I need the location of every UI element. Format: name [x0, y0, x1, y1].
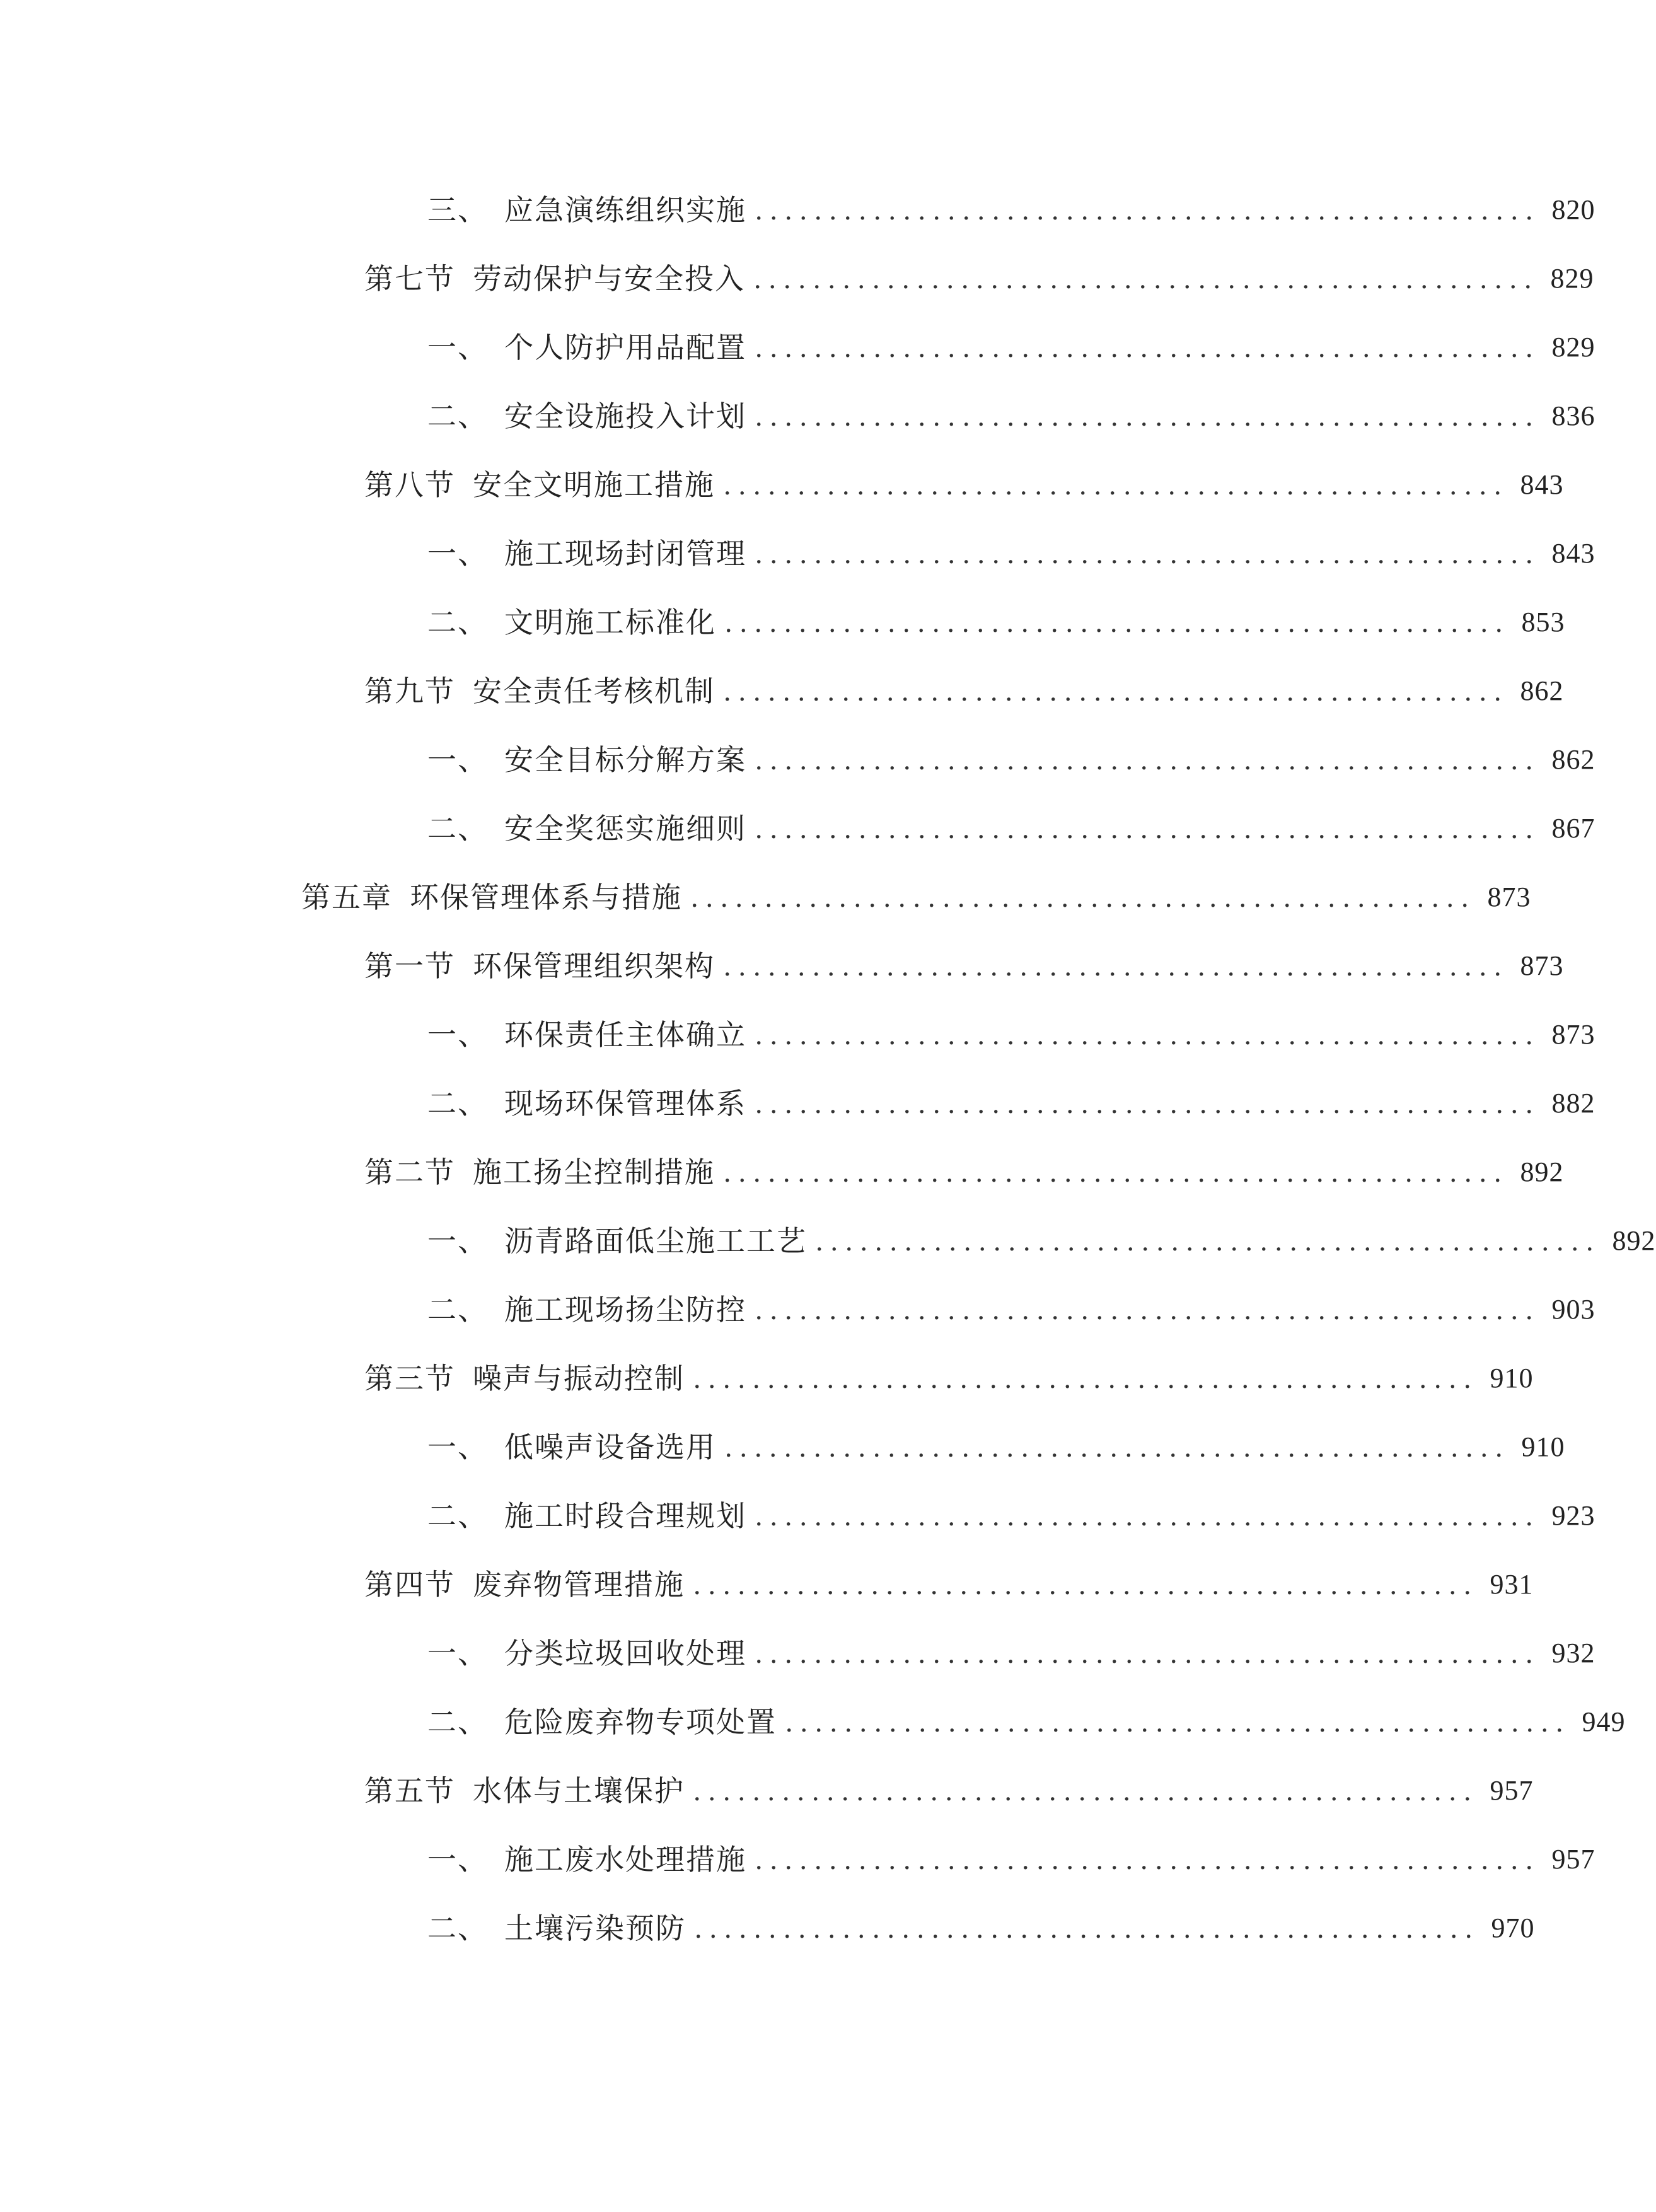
toc-entry-number: 二、	[427, 605, 488, 639]
toc-entry[interactable]	[364, 934, 1564, 998]
toc-entry-title: 施工现场封闭管理	[504, 537, 746, 571]
toc-entry-page: 882	[1551, 1088, 1595, 1119]
toc-entry-title: 安全责任考核机制	[473, 674, 715, 708]
toc-entry-number: 二、	[427, 812, 488, 846]
toc-entry-page: 932	[1551, 1638, 1595, 1668]
dot-leader: .....................................................	[693, 1568, 1479, 1600]
toc-entry[interactable]	[427, 591, 1565, 654]
toc-entry[interactable]	[427, 1416, 1565, 1479]
toc-entry-page: 862	[1520, 675, 1564, 706]
toc-entry-page: 931	[1490, 1569, 1534, 1600]
toc-entry-number: 第八节	[364, 468, 455, 502]
dot-leader: .....................................................	[755, 1293, 1541, 1325]
toc-entry-title: 安全奖惩实施细则	[504, 812, 746, 846]
toc-entry-page: 910	[1521, 1431, 1565, 1462]
dot-leader: .....................................................	[754, 262, 1539, 294]
toc-entry-title: 施工时段合理规划	[504, 1499, 746, 1533]
toc-entry-title: 水体与土壤保护	[473, 1774, 685, 1808]
toc-entry-page: 957	[1551, 1844, 1595, 1875]
toc-entry-number: 第三节	[364, 1361, 455, 1395]
toc-entry[interactable]	[427, 1897, 1535, 1960]
dot-leader: .....................................................	[755, 1499, 1541, 1532]
toc-entry[interactable]	[364, 247, 1594, 310]
toc-entry[interactable]	[427, 1622, 1595, 1685]
toc-entry-number: 一、	[427, 1842, 488, 1877]
dot-leader: .....................................................	[755, 743, 1541, 776]
toc-entry-title: 分类垃圾回收处理	[504, 1636, 746, 1670]
toc-entry-title: 废弃物管理措施	[473, 1568, 685, 1602]
toc-entry-number: 二、	[427, 399, 488, 433]
toc-entry[interactable]	[364, 1141, 1564, 1204]
toc-entry-page: 829	[1551, 332, 1595, 363]
dot-leader: .....................................................	[755, 812, 1541, 844]
dot-leader: .....................................................	[755, 1843, 1541, 1875]
toc-entry-title: 噪声与振动控制	[473, 1361, 685, 1395]
toc-entry-number: 二、	[427, 1499, 488, 1533]
dot-leader: .....................................................	[693, 1362, 1479, 1394]
toc-entry-title: 安全设施投入计划	[504, 399, 746, 433]
toc-entry-page: 873	[1487, 882, 1531, 912]
dot-leader: .....................................................	[725, 1431, 1510, 1463]
toc-entry-number: 第一节	[364, 949, 455, 983]
toc-entry[interactable]	[364, 660, 1564, 723]
toc-entry-title: 文明施工标准化	[504, 605, 716, 639]
dot-leader: .....................................................	[724, 950, 1509, 982]
toc-entry-page: 873	[1520, 950, 1564, 981]
toc-entry-page: 843	[1520, 469, 1564, 500]
toc-entry-number: 第九节	[364, 674, 455, 708]
dot-leader: .....................................................	[755, 1018, 1541, 1051]
toc-entry-number: 二、	[427, 1911, 488, 1945]
toc-entry-title: 应急演练组织实施	[504, 193, 746, 227]
toc-entry[interactable]	[427, 1278, 1595, 1341]
toc-entry-page: 829	[1550, 263, 1594, 294]
toc-entry[interactable]	[427, 1003, 1595, 1066]
toc-entry-number: 一、	[427, 1636, 488, 1670]
toc-entry-page: 892	[1612, 1225, 1656, 1256]
toc-entry[interactable]	[427, 728, 1595, 791]
dot-leader: .....................................................	[695, 1912, 1480, 1944]
toc-entry-title: 沥青路面低尘施工工艺	[504, 1224, 807, 1258]
toc-entry[interactable]	[364, 1759, 1534, 1822]
toc-entry[interactable]	[427, 316, 1595, 379]
dot-leader: .....................................................	[755, 400, 1541, 432]
toc-entry[interactable]	[427, 522, 1595, 585]
toc-entry[interactable]	[427, 178, 1595, 242]
toc-entry-number: 一、	[427, 330, 488, 364]
toc-entry-title: 危险废弃物专项处置	[504, 1705, 777, 1739]
toc-entry-title: 安全文明施工措施	[473, 468, 715, 502]
dot-leader: .....................................................	[725, 606, 1510, 638]
toc-entry-page: 820	[1551, 194, 1595, 225]
toc-entry[interactable]	[364, 453, 1564, 516]
toc-entry-number: 一、	[427, 1430, 488, 1464]
dot-leader: .....................................................	[691, 881, 1476, 913]
toc-entry-number: 二、	[427, 1293, 488, 1327]
dot-leader: .....................................................	[724, 469, 1509, 501]
dot-leader: .....................................................	[785, 1706, 1571, 1738]
dot-leader: .....................................................	[755, 194, 1541, 226]
toc-entry-number: 一、	[427, 743, 488, 777]
toc-entry-title: 施工扬尘控制措施	[473, 1155, 715, 1189]
toc-entry-number: 第七节	[364, 262, 455, 296]
toc-entry-title: 土壤污染预防	[504, 1911, 686, 1945]
toc-entry-number: 三、	[427, 193, 488, 227]
toc-entry-title: 施工现场扬尘防控	[504, 1293, 746, 1327]
toc-entry[interactable]	[427, 1828, 1595, 1891]
toc-entry-number: 第四节	[364, 1568, 455, 1602]
toc-entry-page: 957	[1490, 1775, 1534, 1806]
dot-leader: .....................................................	[724, 675, 1509, 707]
toc-entry-page: 903	[1551, 1294, 1595, 1325]
toc-entry-number: 二、	[427, 1086, 488, 1121]
toc-entry-number: 一、	[427, 1224, 488, 1258]
toc-entry-chapter[interactable]	[301, 866, 1531, 929]
toc-entry-page: 873	[1551, 1019, 1595, 1050]
dot-leader: .....................................................	[755, 331, 1541, 363]
toc-entry-page: 923	[1551, 1500, 1595, 1531]
toc-entry-page: 836	[1551, 400, 1595, 431]
toc-entry[interactable]	[427, 1691, 1626, 1754]
toc-entry-number: 一、	[427, 537, 488, 571]
toc-entry-page: 910	[1490, 1363, 1534, 1394]
toc-entry-number: 第五章	[301, 880, 392, 914]
toc-entry-page: 862	[1551, 744, 1595, 775]
toc-entry-page: 853	[1521, 607, 1565, 637]
toc-entry-title: 环保管理组织架构	[473, 949, 715, 983]
dot-leader: .....................................................	[816, 1225, 1601, 1257]
dot-leader: .....................................................	[755, 1087, 1541, 1119]
toc-entry[interactable]	[427, 385, 1595, 448]
toc-entry-title: 环保管理体系与措施	[410, 880, 682, 914]
toc-entry-number: 一、	[427, 1018, 488, 1052]
toc-entry-page: 843	[1551, 538, 1595, 569]
toc-entry-title: 劳动保护与安全投入	[473, 262, 745, 296]
toc-entry[interactable]	[427, 1072, 1595, 1135]
toc-entry-number: 第五节	[364, 1774, 455, 1808]
toc-entry-title: 低噪声设备选用	[504, 1430, 716, 1464]
toc-entry-title: 个人防护用品配置	[504, 330, 746, 364]
dot-leader: .....................................................	[755, 1637, 1541, 1669]
toc-entry-title: 环保责任主体确立	[504, 1018, 746, 1052]
toc-entry[interactable]	[364, 1347, 1534, 1410]
toc-entry[interactable]	[364, 1553, 1534, 1616]
toc-entry-page: 970	[1491, 1912, 1535, 1943]
toc-entry-page: 867	[1551, 813, 1595, 844]
toc-entry-page: 949	[1582, 1706, 1626, 1737]
dot-leader: .....................................................	[755, 537, 1541, 569]
toc-entry[interactable]	[427, 1209, 1656, 1272]
toc-entry-title: 现场环保管理体系	[504, 1086, 746, 1121]
dot-leader: .....................................................	[724, 1156, 1509, 1188]
toc-entry-page: 892	[1520, 1156, 1564, 1187]
toc-entry-number: 第二节	[364, 1155, 455, 1189]
toc-entry-title: 施工废水处理措施	[504, 1842, 746, 1877]
dot-leader: .....................................................	[693, 1774, 1479, 1807]
toc-entry[interactable]	[427, 1484, 1595, 1547]
toc-entry[interactable]	[427, 797, 1595, 860]
toc-entry-title: 安全目标分解方案	[504, 743, 746, 777]
toc-entry-number: 二、	[427, 1705, 488, 1739]
